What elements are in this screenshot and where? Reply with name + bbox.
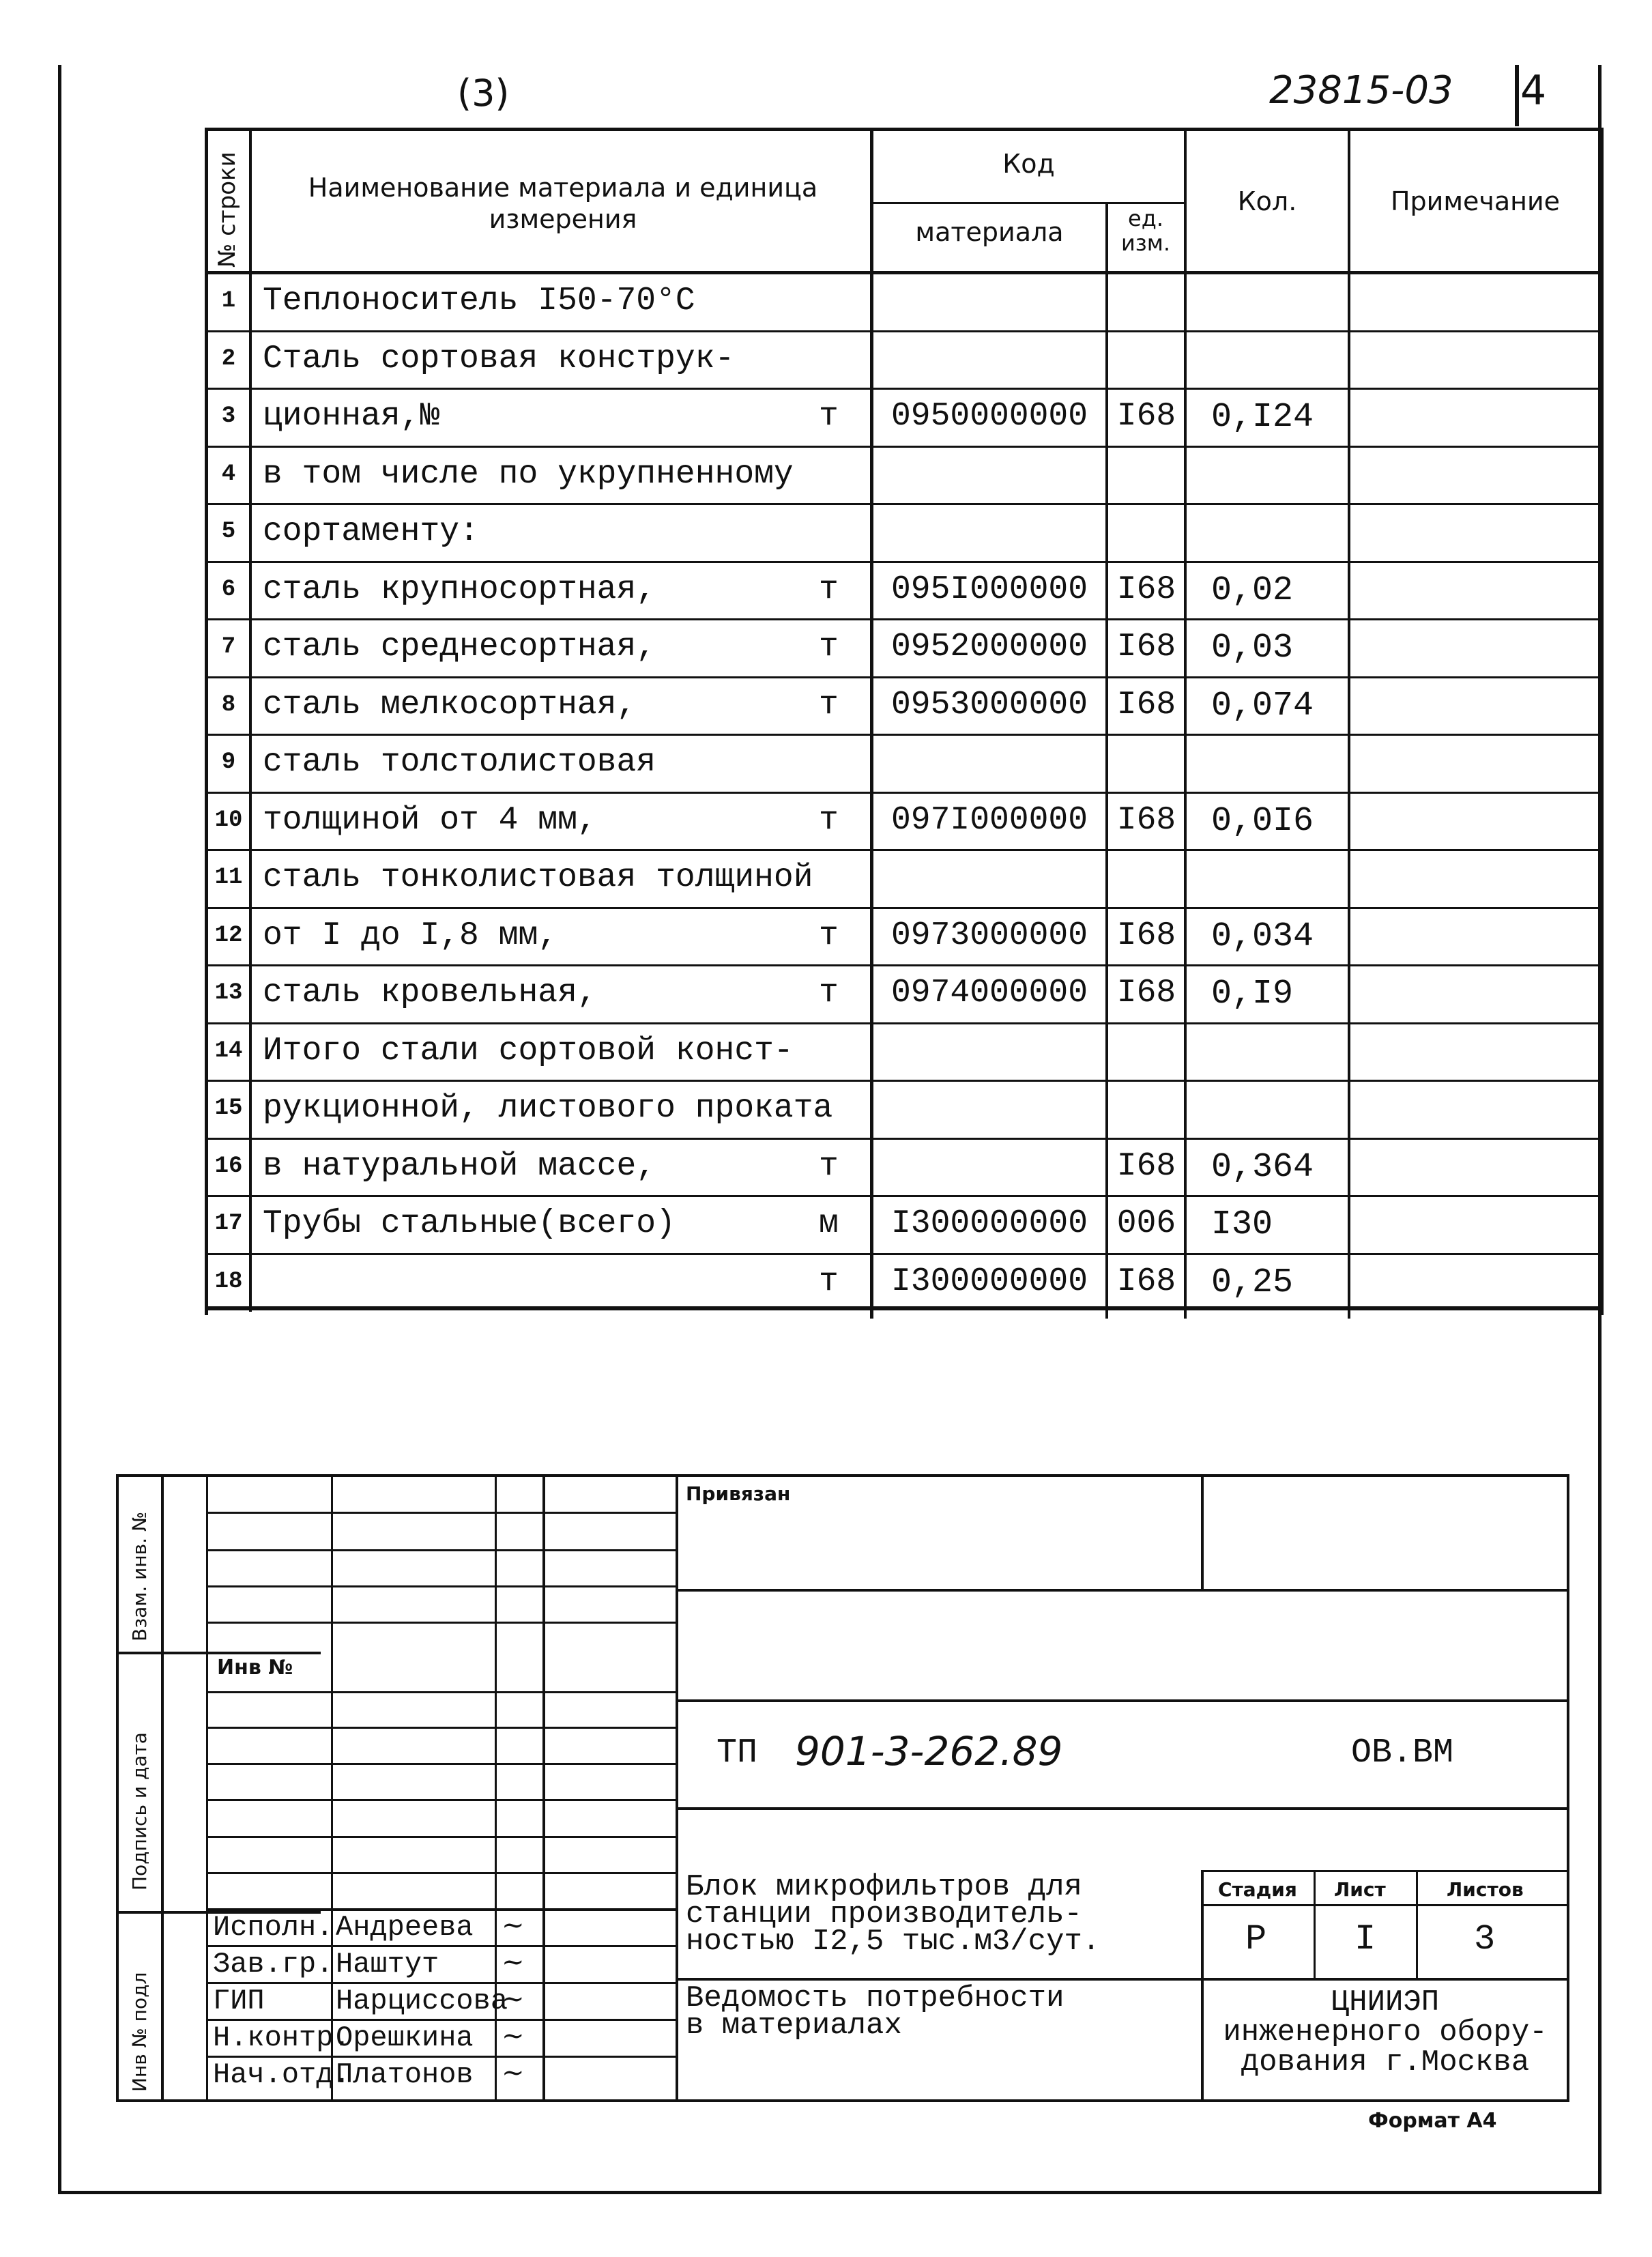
row-number: 10 [214, 807, 243, 833]
header-divider [1515, 65, 1519, 126]
material-code: 0950000000 [890, 398, 1088, 435]
unit: т [819, 1263, 839, 1300]
row-rule [208, 1022, 1600, 1024]
stamp-row [206, 1585, 677, 1587]
unit-code: I68 [1116, 1147, 1176, 1185]
stage-block-top [1201, 1870, 1569, 1872]
material-name: сталь среднесортная, [263, 629, 656, 665]
material-code: 0973000000 [890, 917, 1088, 954]
col-rule-code [1105, 203, 1108, 1319]
header-code: Код [1002, 149, 1055, 179]
stamp-side-split-1 [116, 1652, 321, 1654]
stage-block-col2 [1416, 1870, 1418, 1979]
header-code-unit: ед. изм. [1120, 205, 1171, 256]
row-number: 3 [221, 403, 236, 429]
unit: м [819, 1205, 839, 1242]
signature-role: Исполн. [213, 1911, 334, 1944]
material-code: 0953000000 [890, 686, 1088, 723]
unit-code: I68 [1116, 398, 1176, 435]
material-code: 0974000000 [890, 975, 1088, 1011]
row-rule [208, 734, 1600, 736]
material-name: Трубы стальные(всего) [263, 1205, 676, 1242]
right-rule-4 [676, 1978, 1569, 1981]
row-rule [208, 1195, 1600, 1197]
header-note: Примечание [1390, 186, 1561, 216]
row-number: 5 [221, 519, 236, 545]
quantity: 0,I9 [1211, 975, 1294, 1014]
unit-code: I68 [1116, 1263, 1176, 1300]
doc-mark: ОВ.ВМ [1351, 1734, 1454, 1772]
stamp-row [206, 1512, 677, 1514]
material-name: Итого стали сортовой конст- [263, 1032, 794, 1069]
unit: т [819, 571, 839, 608]
stamp-row [206, 1836, 677, 1838]
row-rule [208, 388, 1600, 390]
stage-value: Р [1245, 1919, 1267, 1959]
stamp-row [206, 1622, 677, 1624]
stage-block-col1 [1314, 1870, 1316, 1979]
row-number: 11 [214, 865, 243, 891]
signature-role: Зав.гр. [213, 1948, 334, 1981]
material-name: сталь толстолистовая [263, 744, 656, 781]
handwritten-signature: ~ [502, 2020, 525, 2052]
row-number: 6 [221, 576, 236, 603]
material-code: 0952000000 [890, 629, 1088, 665]
materials-table [205, 128, 1604, 1315]
stamp-col-main [676, 1474, 678, 2102]
signature-name: Орешкина [336, 2022, 474, 2054]
right-rule-1 [676, 1589, 1569, 1592]
row-number: 18 [214, 1268, 243, 1295]
quantity: 0,I24 [1211, 398, 1314, 437]
sheet-label: Лист [1334, 1878, 1386, 1901]
row-number: 2 [221, 345, 236, 372]
row-number: 14 [214, 1037, 243, 1064]
row-rule [208, 849, 1600, 851]
col-rule-rowno [249, 131, 252, 1312]
unit-code: I68 [1116, 975, 1176, 1011]
row-rule [208, 1080, 1600, 1082]
title-block [116, 1474, 1569, 2102]
row-number: 8 [221, 691, 236, 718]
unit: т [819, 1147, 839, 1185]
header-row-number: № строки [214, 152, 241, 268]
material-name: сталь крупносортная, [263, 571, 656, 608]
handwritten-signature: ~ [502, 1983, 525, 2015]
unit-code: I68 [1116, 571, 1176, 608]
unit-code: I68 [1116, 686, 1176, 723]
unit: т [819, 975, 839, 1011]
row-number: 9 [221, 749, 236, 775]
signature-name: Платонов [336, 2058, 474, 2091]
unit: т [819, 801, 839, 839]
stamp-col-2 [331, 1474, 333, 2102]
unit-code: I68 [1116, 801, 1176, 839]
stamp-row [206, 1691, 677, 1693]
row-number: 1 [221, 288, 236, 314]
material-code: 097I000000 [890, 801, 1088, 839]
material-code: I300000000 [890, 1205, 1088, 1242]
stamp-row [206, 1945, 677, 1947]
signature-name: Андреева [336, 1911, 474, 1944]
unit-code: I68 [1116, 917, 1176, 954]
organization [1208, 1987, 1563, 2078]
material-name: сортаменту: [263, 513, 479, 550]
stamp-row [206, 1799, 677, 1801]
quantity: 0,364 [1211, 1147, 1314, 1187]
stamp-row [206, 1549, 677, 1551]
material-name: сталь тонколистовая толщиной [263, 859, 813, 896]
table-bottom-rule [208, 1306, 1600, 1310]
format-label: Формат А4 [1368, 2109, 1497, 2133]
row-rule [208, 907, 1600, 909]
sheet-value: I [1354, 1919, 1376, 1959]
unit: т [819, 917, 839, 954]
row-rule [208, 561, 1600, 563]
header-name: Наименование материала и единица измерения [308, 173, 818, 234]
right-rule-3 [676, 1807, 1569, 1810]
quantity: 0,03 [1211, 629, 1294, 667]
row-number: 7 [221, 634, 236, 660]
organization-line: инженерного обору- [1223, 2015, 1548, 2050]
signature-name: Наштут [336, 1948, 439, 1981]
project-title-line: Блок микрофильтров для [686, 1870, 1082, 1904]
header-code-material: материала [915, 217, 1064, 247]
quantity: 0,034 [1211, 917, 1314, 956]
inv-label: Инв № [217, 1656, 293, 1680]
material-name: Теплоноситель I50-70°C [263, 283, 695, 319]
material-name: рукционной, листового проката [263, 1090, 833, 1127]
right-rule-2 [676, 1699, 1569, 1702]
project-code: 901-3-262.89 [795, 1728, 1063, 1774]
stamp-row [206, 1727, 677, 1729]
col-rule-name [870, 131, 873, 1319]
handwritten-signature: ~ [502, 2057, 525, 2088]
quantity: 0,02 [1211, 571, 1294, 610]
unit: т [819, 629, 839, 665]
material-name: в натуральной массе, [263, 1147, 656, 1185]
material-name: Сталь сортовая конструк- [263, 340, 735, 377]
project-prefix: ТП [716, 1734, 758, 1772]
sheet-title [686, 1981, 1064, 2043]
organization-line: ЦНИИЭП [1331, 1985, 1440, 2019]
col-rule-qty [1348, 131, 1350, 1319]
privyazan-label: Привязан [686, 1482, 791, 1505]
material-name: сталь кровельная, [263, 975, 597, 1011]
row-rule [208, 964, 1600, 966]
project-title-line: ностью I2,5 тыс.м3/сут. [686, 1925, 1101, 1959]
quantity: 0,0I6 [1211, 801, 1314, 841]
stamp-right-rule [1567, 1474, 1569, 2102]
stamp-col-1 [206, 1474, 208, 2102]
row-number: 15 [214, 1095, 243, 1121]
material-name: в том числе по укрупненному [263, 455, 794, 493]
row-rule [208, 446, 1600, 448]
quantity: 0,074 [1211, 686, 1314, 725]
handwritten-signature: ~ [502, 1910, 525, 1941]
header-quantity: Кол. [1237, 186, 1297, 216]
project-title-line: станции производитель- [686, 1897, 1082, 1931]
sheets-label: Листов [1447, 1878, 1524, 1901]
material-name: ционная,№ [263, 398, 440, 435]
signature-role: Н.контр. [213, 2022, 351, 2054]
handwritten-signature: ~ [502, 1946, 525, 1978]
stamp-row [206, 2019, 677, 2021]
signature-role: ГИП [213, 1985, 265, 2017]
stamp-row [206, 2056, 677, 2058]
page-mark: 4 [1520, 67, 1547, 115]
document-number: 23815-03 [1269, 68, 1453, 113]
material-name: сталь мелкосортная, [263, 686, 637, 723]
quantity: I30 [1211, 1205, 1273, 1244]
material-name: от I до I,8 мм, [263, 917, 558, 954]
row-number: 12 [214, 922, 243, 949]
stamp-side-rule [161, 1474, 164, 2102]
side-label-vzam: Взам. инв. № [128, 1511, 151, 1641]
row-rule [208, 792, 1600, 794]
row-number: 16 [214, 1153, 243, 1179]
stamp-col-4 [542, 1474, 545, 2102]
sheet-title-line: в материалах [686, 2009, 902, 2043]
stamp-row [206, 1872, 677, 1874]
stage-block-mid [1201, 1904, 1569, 1906]
row-rule [208, 1253, 1600, 1255]
unit: т [819, 686, 839, 723]
unit-code: I68 [1116, 629, 1176, 665]
stamp-bottom-rule [116, 2099, 1569, 2102]
row-number: 17 [214, 1211, 243, 1237]
project-title [686, 1870, 1101, 1959]
row-number: 13 [214, 980, 243, 1006]
material-code: 095I000000 [890, 571, 1088, 608]
row-rule [208, 503, 1600, 505]
row-number: 4 [221, 461, 236, 487]
material-code: I300000000 [890, 1263, 1088, 1300]
sheet-mark: (3) [457, 72, 510, 115]
privyazan-split [1201, 1474, 1204, 1590]
col-rule-unit [1184, 131, 1187, 1319]
quantity: 0,25 [1211, 1263, 1294, 1302]
unit-code: 006 [1116, 1205, 1176, 1242]
unit: т [819, 398, 839, 435]
stamp-row [206, 1982, 677, 1984]
sheets-value: 3 [1474, 1919, 1496, 1959]
side-label-podpis: Подпись и дата [128, 1732, 151, 1891]
signature-role: Нач.отд. [213, 2058, 351, 2091]
row-rule [208, 676, 1600, 678]
signature-name: Нарциссова [336, 1985, 508, 2017]
side-label-inv: Инв № подл [128, 1972, 151, 2092]
stamp-row [206, 1763, 677, 1765]
material-name: толщиной от 4 мм, [263, 801, 597, 839]
row-rule [208, 1138, 1600, 1140]
row-rule [208, 618, 1600, 620]
header-bottom-rule [208, 271, 1600, 274]
stamp-left-rule [116, 1474, 119, 2102]
sheet-title-line: Ведомость потребности [686, 1981, 1064, 2015]
organization-line: дования г.Москва [1241, 2045, 1530, 2080]
stage-label: Стадия [1218, 1878, 1297, 1901]
code-subheader-rule [870, 202, 1184, 204]
stamp-top-rule [116, 1474, 1569, 1477]
row-rule [208, 330, 1600, 332]
